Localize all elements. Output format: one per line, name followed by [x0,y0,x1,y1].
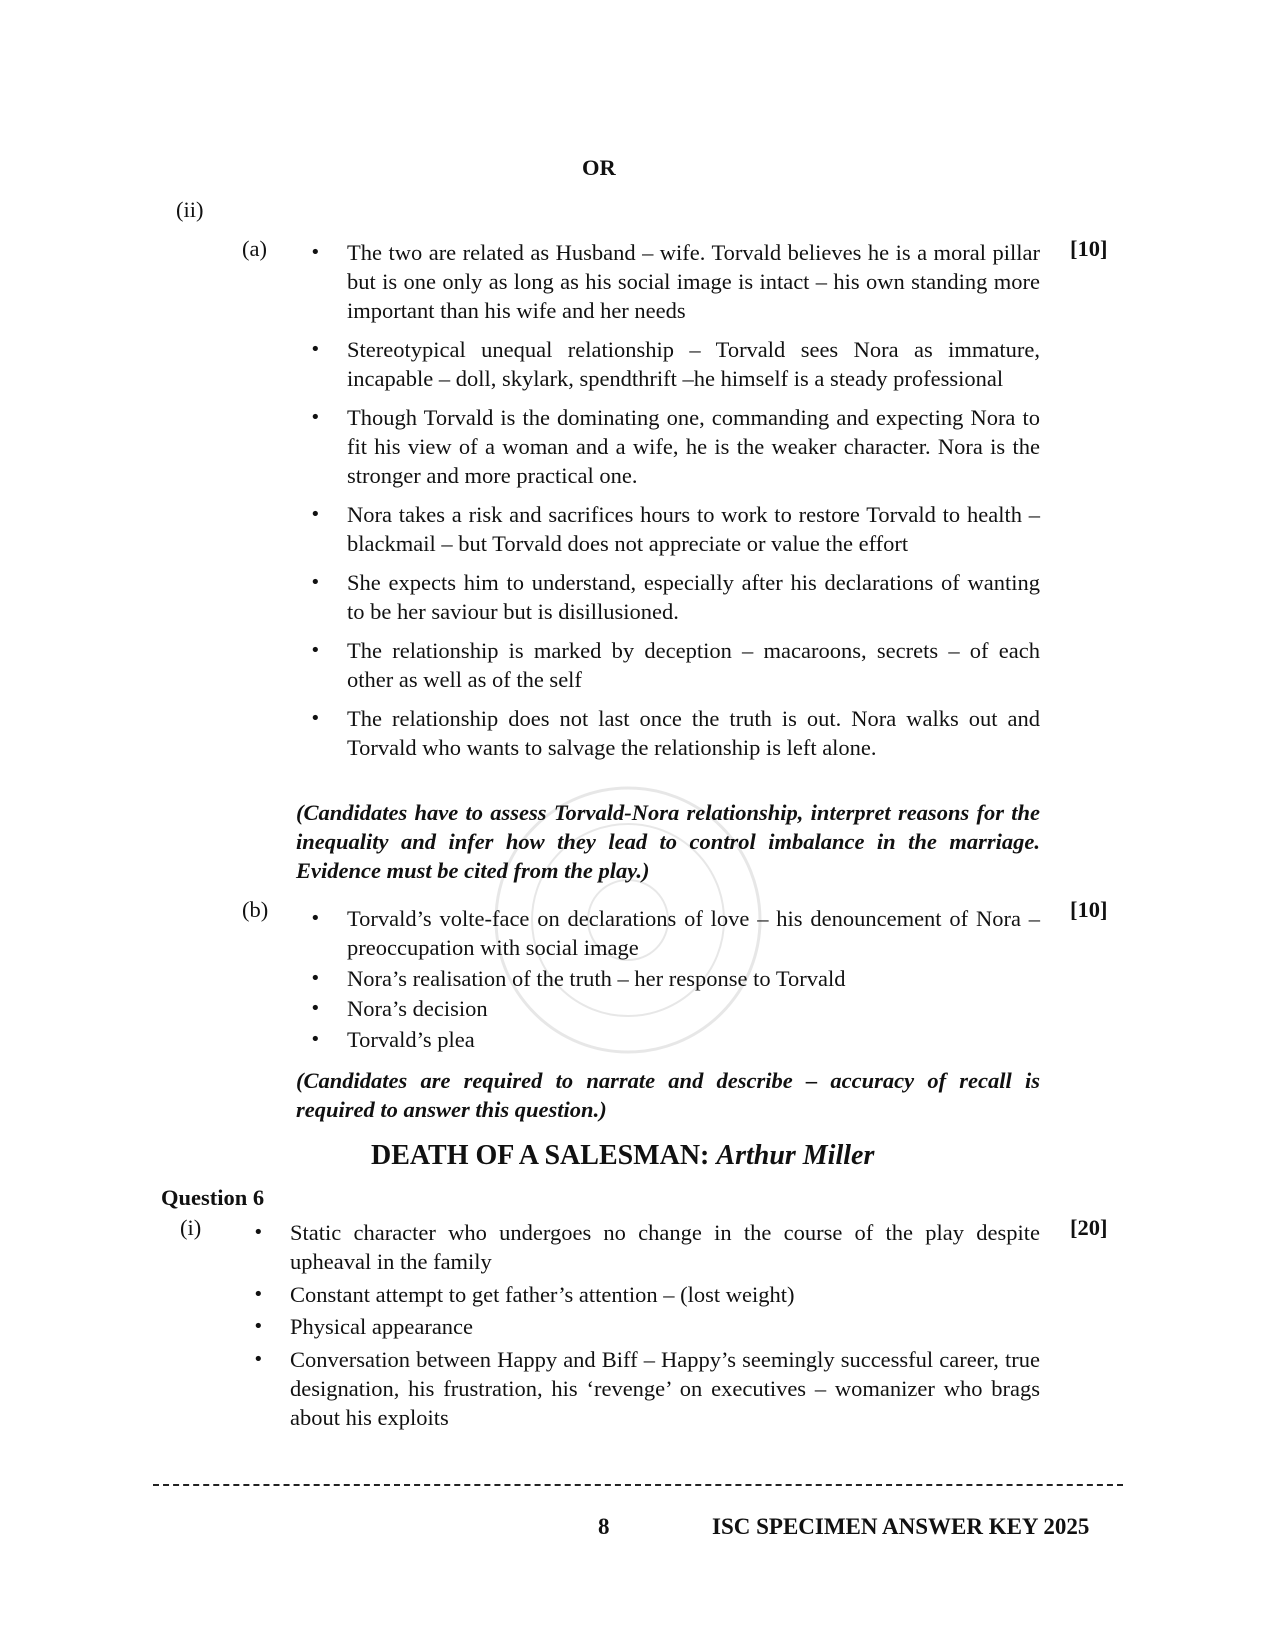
section-title-text: DEATH OF A SALESMAN: [371,1140,710,1171]
question-6-points [253,1218,1040,1435]
part-a-note: (Candidates have to assess Torvald-Nora relationship, interpret reasons for the inequality and infer how they lead to control imbalance in the marriage. Evidence must be cited from the play.) [296,800,1040,883]
part-a-points [310,238,1040,772]
list-item: • Nora’s decision [310,994,1040,1023]
list-item: • She expects him to understand, especially after his declarations of wanting to be her saviour but is disillusioned. [310,568,1040,626]
list-item: • Though Torvald is the dominating one, commanding and expecting Nora to fit his view of a woman and a wife, he is the weaker character. Nora is the stronger and more practical one. [310,403,1040,490]
list-item: • Torvald’s plea [310,1025,1040,1054]
question-heading: Question 6 [161,1185,265,1210]
list-item: • The two are related as Husband – wife. Torvald believes he is a moral pillar but is one only as long as his social image is intact – his own standing more important than his wife and her needs [310,238,1040,325]
list-item: • Physical appearance [253,1312,1040,1341]
question-6-marks: [20] [1070,1215,1108,1240]
or-separator: OR [582,155,616,180]
section-title [371,1139,874,1173]
list-item: • Static character who undergoes no change in the course of the play despite upheaval in the family [253,1218,1040,1276]
question-6-sub-label: (i) [180,1215,202,1240]
list-item: • Constant attempt to get father’s attention – (lost weight) [253,1280,1040,1309]
page-number: 8 [598,1514,610,1539]
part-b-points [310,904,1040,1055]
footer-divider [153,1484,1123,1486]
part-a-marks: [10] [1070,236,1108,261]
list-item: • Nora’s realisation of the truth – her response to Torvald [310,964,1040,993]
footer-document-title: ISC SPECIMEN ANSWER KEY 2025 [712,1514,1090,1539]
part-b-label: (b) [242,897,269,922]
sub-question-ii-label: (ii) [176,197,204,222]
list-item: • The relationship is marked by deception – macaroons, secrets – of each other as well as of the self [310,636,1040,694]
list-item: • Stereotypical unequal relationship – Torvald sees Nora as immature, incapable – doll, skylark, spendthrift –he himself is a steady professional [310,335,1040,393]
part-a-label: (a) [242,236,267,261]
list-item: • Conversation between Happy and Biff – Happy’s seemingly successful career, true designation, his frustration, his ‘revenge’ on executives – womanizer who brags about his exploits [253,1345,1040,1432]
list-item: • Torvald’s volte-face on declarations of love – his denouncement of Nora – preoccupation with social image [310,904,1040,962]
part-b-note: (Candidates are required to narrate and describe – accuracy of recall is required to answer this question.) [296,1068,1040,1122]
part-b-marks: [10] [1070,897,1108,922]
list-item: • Nora takes a risk and sacrifices hours to work to restore Torvald to health – blackmail – but Torvald does not appreciate or value the effort [310,500,1040,558]
list-item: • The relationship does not last once the truth is out. Nora walks out and Torvald who wants to salvage the relationship is left alone. [310,704,1040,762]
section-author: Arthur Miller [716,1140,875,1171]
